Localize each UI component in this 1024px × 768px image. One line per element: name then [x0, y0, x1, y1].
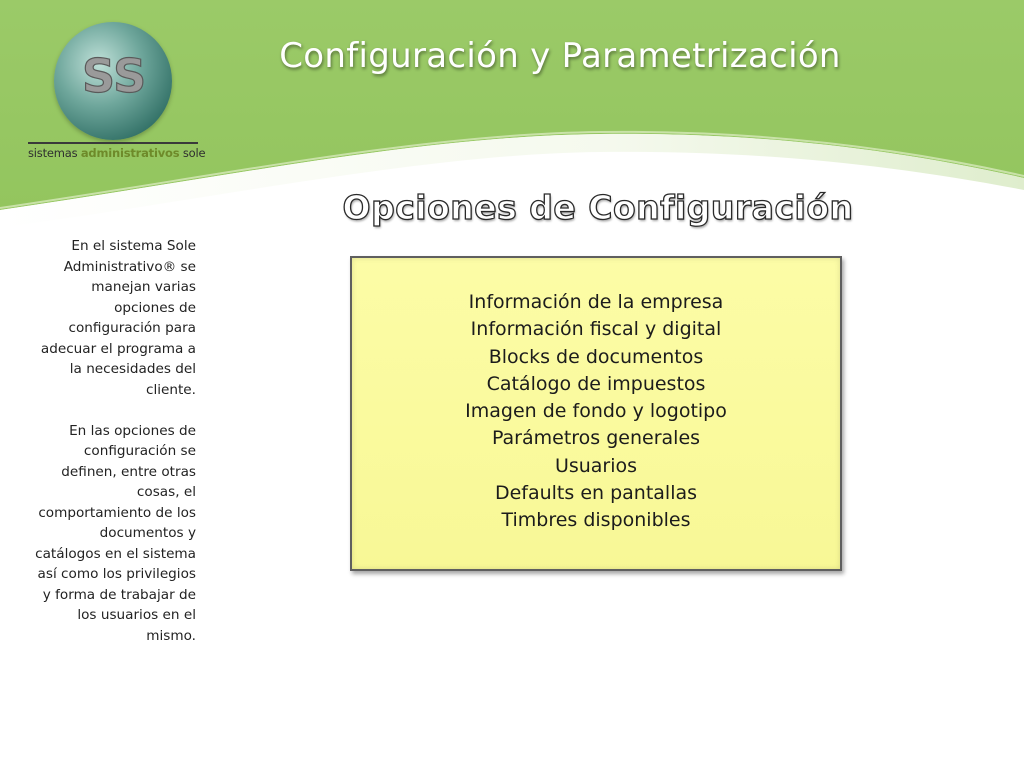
sidebar-paragraph-2: En las opciones de configuración se definen, entre otras cosas, el comportamiento de los documentos y catálogos en el sistema así como los privilegios y forma de trabajar de los usuarios en el mismo. — [35, 422, 196, 644]
logo-monogram — [54, 22, 172, 140]
option-item-impuestos: Catálogo de impuestos — [486, 372, 706, 395]
logo-divider — [28, 142, 198, 144]
company-logo — [28, 18, 206, 168]
option-item-usuarios: Usuarios — [554, 454, 638, 477]
logo-circle — [54, 22, 172, 140]
option-item-imagen: Imagen de fondo y logotipo — [465, 400, 727, 423]
slide-title: Configuración y Parametrización — [279, 36, 841, 76]
logo-tagline-part1: sistemas — [28, 146, 81, 160]
option-item-fiscal: Información fiscal y digital — [470, 318, 722, 341]
option-item-timbres: Timbres disponibles — [501, 509, 691, 532]
sidebar-description — [30, 236, 196, 667]
logo-tagline — [28, 146, 208, 160]
logo-tagline-accent: administrativos — [80, 146, 180, 160]
sidebar-paragraph-1: En el sistema Sole Administrativo® se manejan varias opciones de configuración para adecuar el programa a la necesidades del cliente. — [40, 238, 196, 398]
option-item-parametros: Parámetros generales — [491, 427, 701, 450]
option-item-blocks: Blocks de documentos — [488, 345, 704, 368]
option-item-defaults: Defaults en pantallas — [494, 482, 698, 505]
section-heading: Opciones de Configuración — [342, 188, 854, 227]
option-item-empresa: Información de la empresa — [468, 291, 724, 313]
logo-tagline-part3: sole — [179, 146, 206, 160]
logo-monogram-s1: SS — [82, 49, 147, 103]
options-box — [350, 256, 842, 571]
options-list — [352, 258, 840, 535]
